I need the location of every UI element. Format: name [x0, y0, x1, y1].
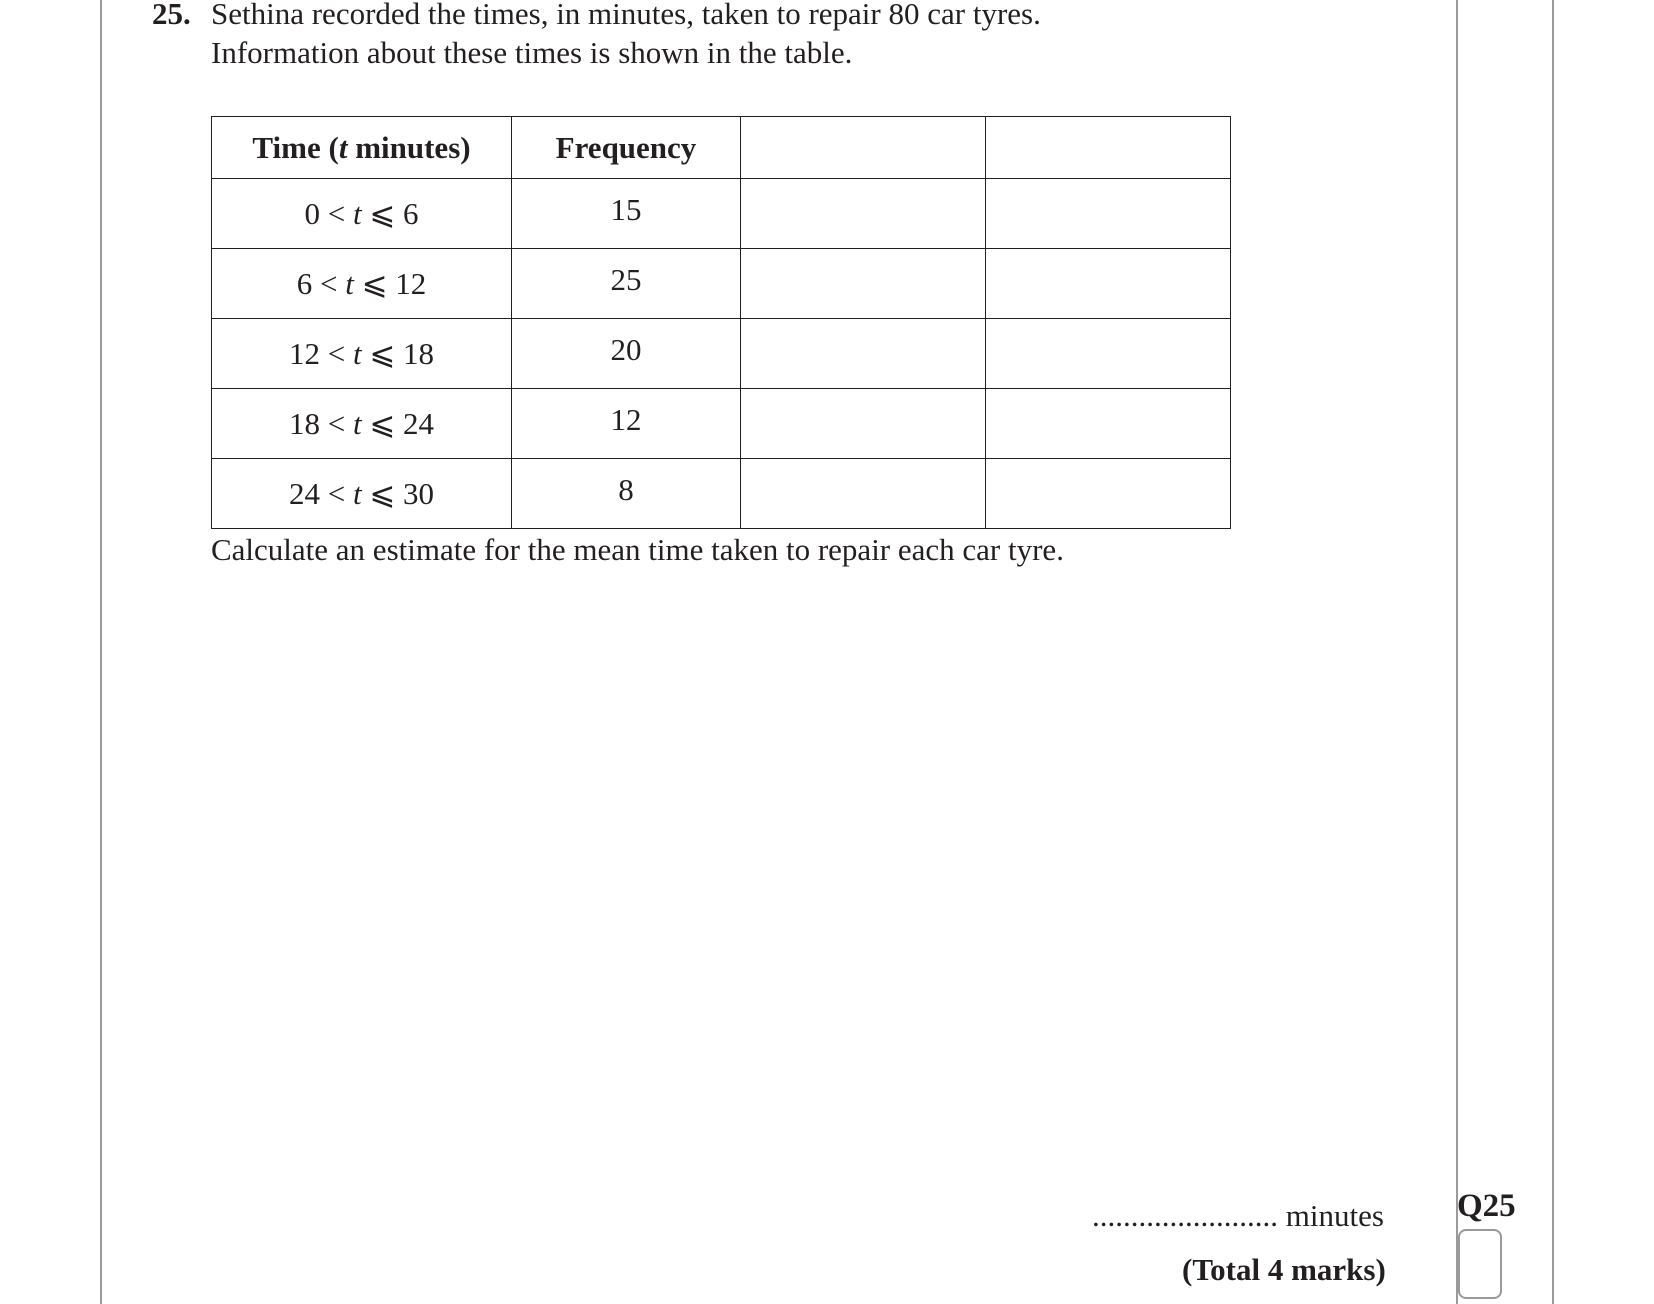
interval-lower: 24	[288, 475, 320, 511]
time-interval-cell	[212, 389, 512, 459]
time-header-variable: t	[338, 129, 348, 165]
blank-working-cell-2[interactable]	[986, 249, 1231, 319]
frequency-cell: 15	[512, 179, 741, 249]
blank-working-cell-2[interactable]	[986, 319, 1231, 389]
mark-box	[1458, 1229, 1502, 1299]
interval-upper: 30	[403, 475, 435, 511]
blank-working-cell-2[interactable]	[986, 389, 1231, 459]
interval-upper: 24	[403, 405, 435, 441]
marks-column-rule	[1456, 0, 1458, 1304]
interval-lower: 18	[288, 405, 320, 441]
blank-working-cell-1[interactable]	[741, 459, 986, 529]
table-row	[212, 459, 1231, 529]
table-row	[212, 319, 1231, 389]
table-row	[212, 179, 1231, 249]
question-text-line-2: Information about these times is shown in the table.	[211, 35, 853, 70]
blank-column-header-2[interactable]	[986, 117, 1231, 179]
question-label: Q25	[1457, 1188, 1516, 1224]
answer-unit: minutes	[1285, 1198, 1384, 1233]
time-interval-cell	[212, 319, 512, 389]
interval-lower: 0	[304, 195, 320, 231]
blank-working-cell-1[interactable]	[741, 319, 986, 389]
blank-column-header-1[interactable]	[741, 117, 986, 179]
frequency-cell: 8	[512, 459, 741, 529]
answer-line	[1092, 1196, 1384, 1236]
interval-upper: 12	[395, 265, 427, 301]
less-equal-symbol: ⩽	[369, 475, 396, 511]
interval-lower: 6	[296, 265, 313, 301]
frequency-column-header: Frequency	[512, 117, 741, 179]
less-than-symbol: <	[327, 335, 346, 371]
time-interval-cell	[212, 179, 512, 249]
less-than-symbol: <	[327, 195, 346, 231]
right-margin-rule	[1552, 0, 1554, 1304]
interval-lower: 12	[288, 335, 320, 371]
question-instruction: Calculate an estimate for the mean time taken to repair each car tyre.	[211, 532, 1064, 567]
blank-working-cell-2[interactable]	[986, 179, 1231, 249]
less-equal-symbol: ⩽	[361, 265, 388, 301]
interval-variable: t	[352, 335, 362, 371]
interval-variable: t	[352, 195, 362, 231]
blank-working-cell-1[interactable]	[741, 249, 986, 319]
table-header-row	[212, 117, 1231, 179]
answer-dots[interactable]: ........................	[1092, 1198, 1278, 1233]
time-column-header	[212, 117, 512, 179]
time-header-prefix: Time (	[252, 129, 339, 165]
table-row	[212, 389, 1231, 459]
time-interval-cell	[212, 459, 512, 529]
interval-variable: t	[352, 405, 362, 441]
less-equal-symbol: ⩽	[369, 195, 396, 231]
time-header-suffix: minutes)	[347, 129, 471, 165]
interval-variable: t	[345, 265, 354, 301]
time-interval-cell	[212, 249, 512, 319]
frequency-cell: 12	[512, 389, 741, 459]
less-than-symbol: <	[319, 265, 338, 301]
less-equal-symbol: ⩽	[369, 405, 396, 441]
question-text-line-1: Sethina recorded the times, in minutes, taken to repair 80 car tyres.	[211, 0, 1041, 31]
interval-upper: 18	[403, 335, 435, 371]
less-than-symbol: <	[327, 475, 346, 511]
blank-working-cell-1[interactable]	[741, 179, 986, 249]
left-margin-rule	[100, 0, 102, 1304]
interval-variable: t	[352, 475, 362, 511]
frequency-cell: 25	[512, 249, 741, 319]
blank-working-cell-1[interactable]	[741, 389, 986, 459]
question-number: 25.	[152, 0, 191, 31]
total-marks: (Total 4 marks)	[1182, 1252, 1386, 1287]
interval-upper: 6	[403, 195, 419, 231]
table-row	[212, 249, 1231, 319]
frequency-table	[211, 116, 1231, 529]
less-equal-symbol: ⩽	[369, 335, 396, 371]
blank-working-cell-2[interactable]	[986, 459, 1231, 529]
frequency-cell: 20	[512, 319, 741, 389]
less-than-symbol: <	[327, 405, 346, 441]
